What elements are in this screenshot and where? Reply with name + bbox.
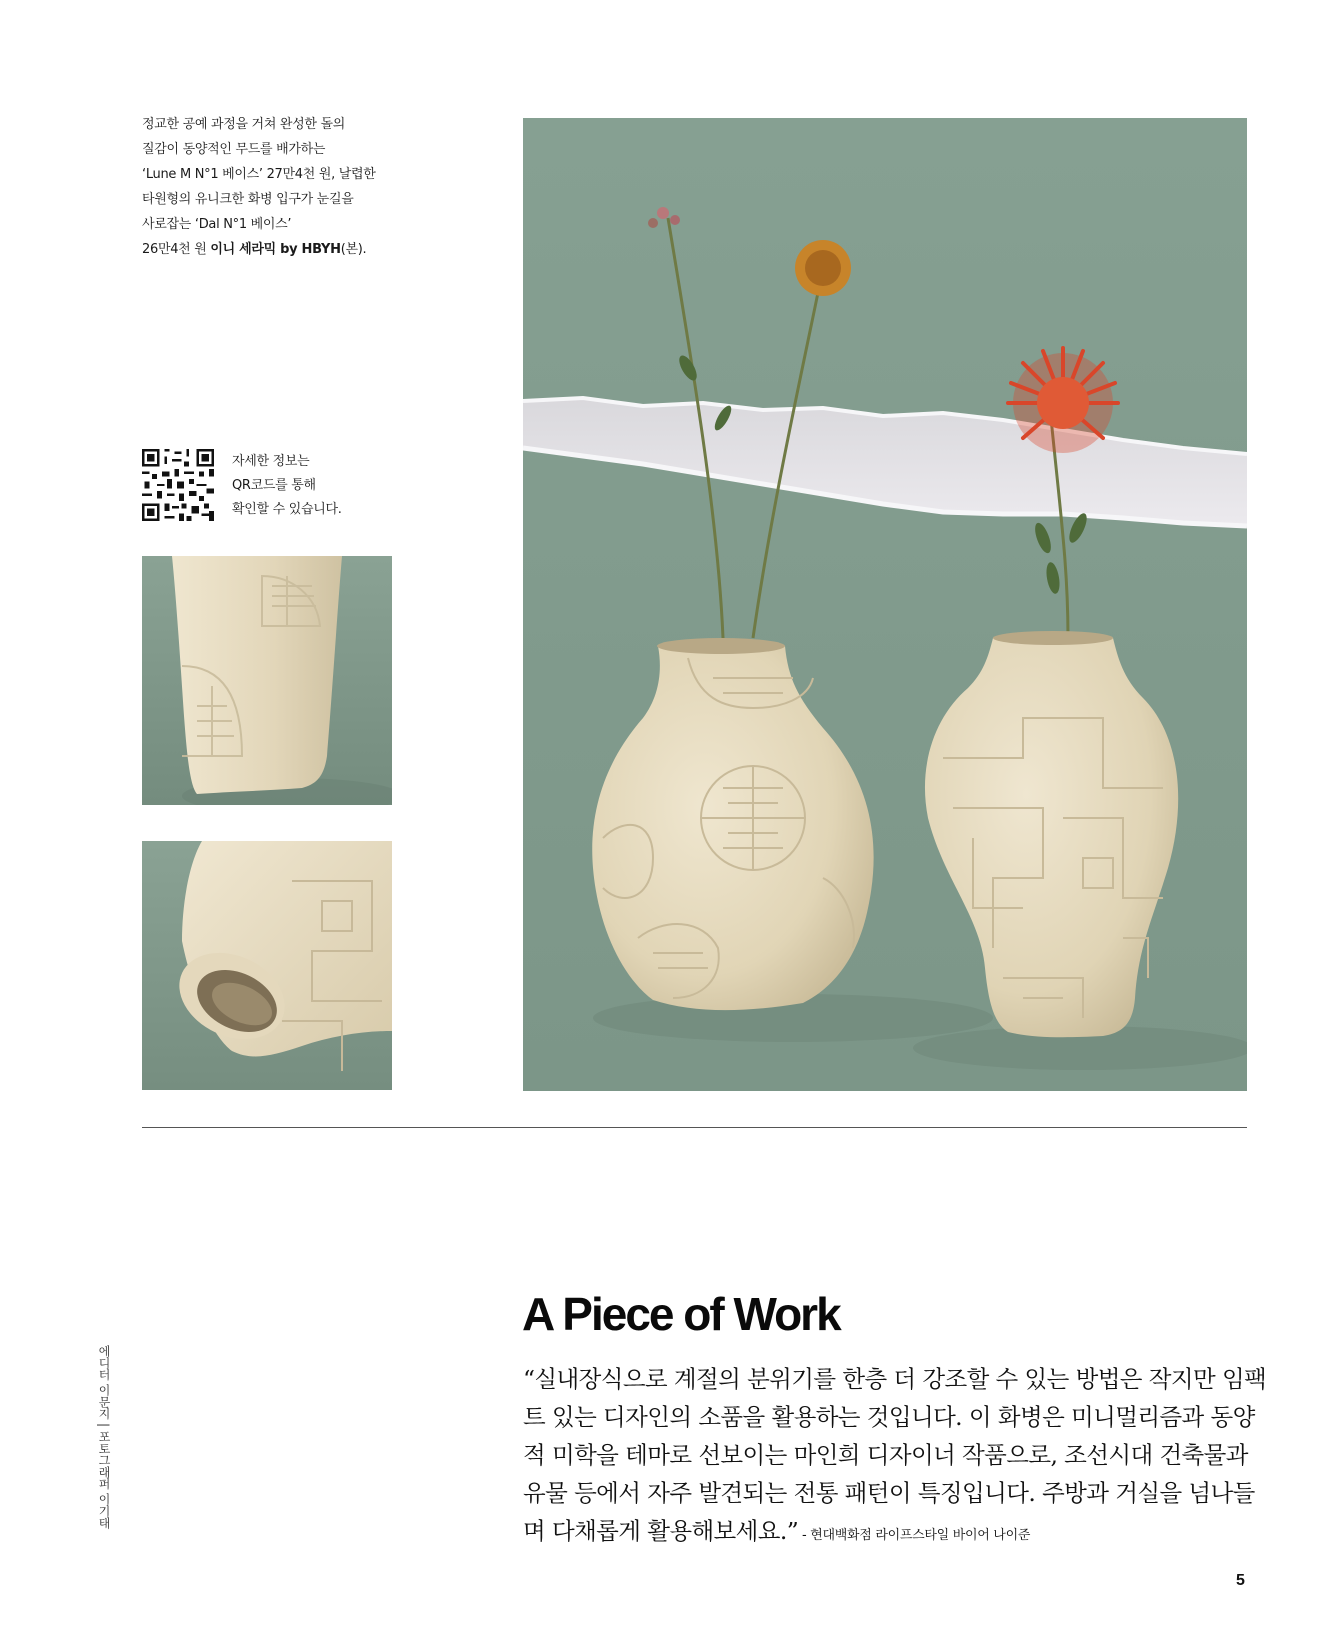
vase-detail-photo-1: [142, 556, 392, 805]
article-title: A Piece of Work: [522, 1288, 840, 1340]
quote-line: “실내장식으로 계절의 분위기를 한층 더 강조할 수 있는 방법은 작지만 임팩: [523, 1365, 1267, 1393]
quote-line: 트 있는 디자인의 소품을 활용하는 것입니다. 이 화병은 미니멀리즘과 동양: [523, 1403, 1255, 1431]
qr-line: QR코드를 통해: [232, 478, 316, 493]
vase-detail-photo-2: [142, 841, 392, 1090]
qr-instructions: [232, 450, 392, 522]
qr-code-icon[interactable]: [142, 449, 184, 521]
caption-price: 26만4천 원: [142, 242, 211, 257]
caption-brand: 이니 세라믹 by HBYH: [210, 242, 341, 257]
main-vase-photo: [523, 118, 1247, 1091]
product-caption: [142, 112, 402, 262]
page-number: 5: [1236, 1572, 1245, 1589]
quote-line: [523, 1512, 1248, 1555]
quote-line: 유물 등에서 자주 발견되는 전통 패턴이 특징입니다. 주방과 거실을 넘나들: [523, 1479, 1255, 1507]
caption-line: 타원형의 유니크한 화병 입구가 눈길을: [142, 192, 354, 207]
staff-credit-text: 에디터 이문지 | 포토그래퍼 이기태: [97, 1345, 111, 1529]
article-quote: [523, 1360, 1267, 1555]
quote-last: 며 다채롭게 활용해보세요.”: [523, 1517, 799, 1545]
caption-line: 질감이 동양적인 무드를 배가하는: [142, 142, 326, 157]
qr-line: 확인할 수 있습니다.: [232, 502, 342, 517]
caption-end: (본).: [340, 242, 367, 257]
caption-line: ‘Lune M N°1 베이스’ 27만4천 원, 날렵한: [142, 167, 376, 182]
staff-credit: [96, 1345, 112, 1545]
quote-credit: - 현대백화점 라이프스타일 바이어 나이준: [798, 1528, 1031, 1543]
caption-line: 정교한 공예 과정을 거쳐 완성한 돌의: [142, 117, 346, 132]
caption-line: [142, 237, 402, 262]
caption-line: 사로잡는 ‘Dal N°1 베이스’: [142, 217, 292, 232]
quote-line: 적 미학을 테마로 선보이는 마인희 디자이너 작품으로, 조선시대 건축물과: [523, 1441, 1248, 1469]
qr-line: 자세한 정보는: [232, 454, 310, 469]
divider: [142, 1127, 1247, 1128]
